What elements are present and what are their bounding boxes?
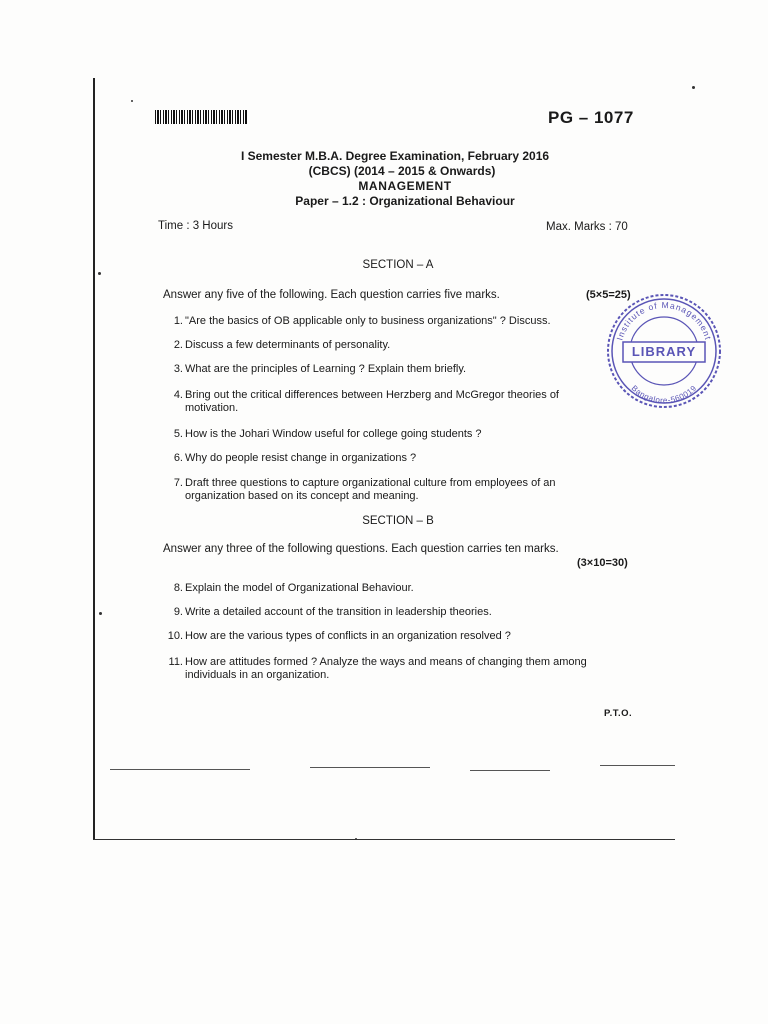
barcode <box>155 110 247 124</box>
scan-speck <box>98 272 101 275</box>
scan-speck <box>692 86 695 89</box>
question-item: 6. Why do people resist change in organizations ? <box>173 452 417 464</box>
faint-line <box>600 765 675 766</box>
section-a-title: SECTION – A <box>362 259 434 271</box>
stamp-ring-top: Institute of Management <box>614 299 714 342</box>
question-item: 5. How is the Johari Window useful for college going students ? <box>173 428 482 440</box>
paper-code: PG – 1077 <box>548 108 634 127</box>
exam-scheme: (CBCS) (2014 – 2015 & Onwards) <box>308 164 496 178</box>
stamp-library-label: LIBRARY <box>631 344 697 359</box>
faint-line <box>470 770 550 771</box>
max-marks: Max. Marks : 70 <box>546 221 628 233</box>
scan-bottom-border <box>93 839 675 840</box>
question-item: 2. Discuss a few determinants of personality. <box>173 339 391 351</box>
exam-title: I Semester M.B.A. Degree Examination, February 2016 <box>240 149 550 163</box>
scan-speck <box>131 100 133 102</box>
section-b-allocation: (3×10=30) <box>577 557 628 569</box>
question-item: 8. Explain the model of Organizational Behaviour. <box>173 582 414 594</box>
question-item: 11. How are attitudes formed ? Analyze the ways and means of changing them among individuals in an organization. <box>168 656 587 681</box>
scan-speck <box>99 612 102 615</box>
question-item: 3. What are the principles of Learning ? Explain them briefly. <box>173 363 467 375</box>
question-item: 1. "Are the basics of OB applicable only to business organizations" ? Discuss. <box>173 315 551 327</box>
faint-line <box>310 767 430 768</box>
question-item: 4. Bring out the critical differences between Herzberg and McGregor theories of motivation. <box>173 389 559 414</box>
scan-speck <box>355 838 357 840</box>
section-b-instruction: Answer any three of the following questions. Each question carries ten marks. <box>163 543 559 555</box>
exam-subject: MANAGEMENT <box>358 179 452 193</box>
question-item: 7. Draft three questions to capture organizational culture from employees of an organization based on its concept and meaning. <box>173 477 556 502</box>
section-a-instruction: Answer any five of the following. Each question carries five marks. <box>163 289 500 301</box>
exam-duration: Time : 3 Hours <box>158 220 233 232</box>
faint-line <box>110 769 250 770</box>
stamp-ring-bottom: Bangalore-560019 <box>629 383 699 406</box>
please-turn-over: P.T.O. <box>604 708 633 719</box>
question-item: 10. How are the various types of conflicts in an organization resolved ? <box>167 630 511 642</box>
question-item: 9. Write a detailed account of the transition in leadership theories. <box>173 606 492 618</box>
section-a-allocation: (5×5=25) <box>586 289 631 301</box>
section-b-title: SECTION – B <box>362 515 434 527</box>
exam-paper-title: Paper – 1.2 : Organizational Behaviour <box>295 194 515 208</box>
